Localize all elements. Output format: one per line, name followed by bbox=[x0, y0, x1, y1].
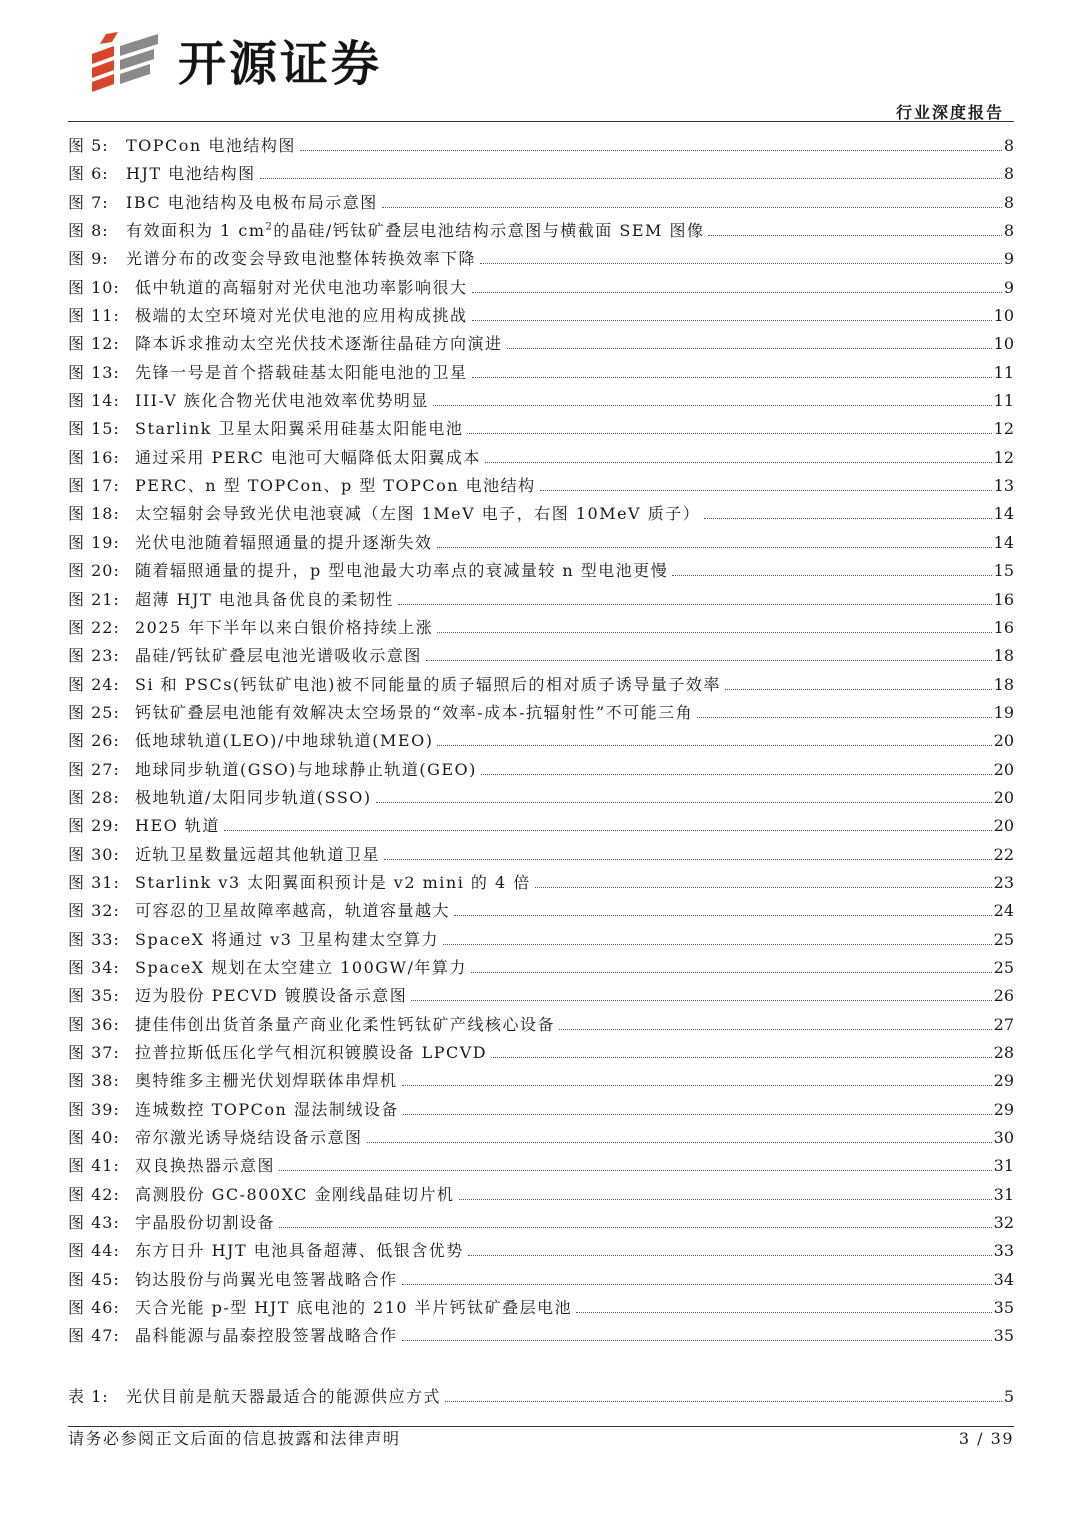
toc-entry[interactable] bbox=[68, 1152, 1014, 1180]
dot-leader bbox=[467, 433, 991, 434]
toc-entry[interactable] bbox=[68, 1209, 1014, 1237]
toc-entry-page: 14 bbox=[993, 504, 1014, 524]
toc-entry-title: TOPCon 电池结构图 bbox=[126, 136, 296, 155]
dot-leader bbox=[507, 348, 992, 349]
company-logo bbox=[88, 32, 382, 96]
toc-entry-page: 24 bbox=[993, 901, 1014, 921]
toc-entry-title: 地球同步轨道(GSO)与地球静止轨道(GEO) bbox=[135, 759, 477, 779]
toc-entry-label: 图 17: bbox=[68, 476, 120, 496]
toc-entry[interactable] bbox=[68, 160, 1014, 188]
toc-entry-title: 可容忍的卫星故障率越高，轨道容量越大 bbox=[135, 901, 451, 921]
figure-toc-list bbox=[68, 132, 1014, 1351]
toc-entry-title: 光伏电池随着辐照通量的提升逐渐失效 bbox=[135, 532, 433, 552]
toc-entry-title: IBC 电池结构及电极布局示意图 bbox=[126, 192, 378, 212]
toc-entry-title: 2025 年下半年以来白银价格持续上涨 bbox=[135, 617, 434, 637]
toc-entry[interactable] bbox=[68, 954, 1014, 982]
toc-entry-page: 29 bbox=[993, 1071, 1014, 1091]
toc-entry-title: 近轨卫星数量远超其他轨道卫星 bbox=[135, 844, 381, 864]
dot-leader bbox=[725, 689, 992, 690]
toc-entry[interactable] bbox=[68, 387, 1014, 415]
toc-entry-label: 图 42: bbox=[68, 1184, 120, 1204]
toc-entry-page: 5 bbox=[1003, 1387, 1014, 1406]
toc-entry-page: 33 bbox=[993, 1241, 1014, 1261]
toc-entry[interactable] bbox=[68, 926, 1014, 954]
toc-entry-page: 9 bbox=[1003, 277, 1014, 297]
toc-entry[interactable] bbox=[68, 1067, 1014, 1095]
toc-entry-label: 图 12: bbox=[68, 334, 120, 354]
toc-entry-page: 25 bbox=[993, 957, 1014, 977]
dot-leader bbox=[279, 1227, 992, 1228]
toc-entry[interactable] bbox=[68, 189, 1014, 217]
toc-entry-title: Starlink v3 太阳翼面积预计是 v2 mini 的 4 倍 bbox=[135, 872, 531, 892]
toc-entry-label: 图 7: bbox=[68, 192, 109, 212]
toc-entry-label: 图 14: bbox=[68, 391, 120, 411]
toc-entry[interactable] bbox=[68, 614, 1014, 642]
dot-leader bbox=[398, 604, 992, 605]
dot-leader bbox=[402, 1085, 992, 1086]
toc-entry[interactable] bbox=[68, 500, 1014, 528]
toc-entry-label: 图 13: bbox=[68, 362, 120, 382]
header-divider bbox=[68, 121, 1014, 122]
toc-entry-page: 20 bbox=[993, 759, 1014, 779]
toc-entry[interactable] bbox=[68, 302, 1014, 330]
toc-entry-label: 图 30: bbox=[68, 844, 120, 864]
toc-entry-page: 32 bbox=[993, 1213, 1014, 1233]
toc-entry-label: 图 18: bbox=[68, 504, 120, 524]
toc-entry[interactable] bbox=[68, 727, 1014, 755]
dot-leader bbox=[697, 717, 991, 718]
dot-leader bbox=[480, 263, 1002, 264]
toc-entry-label: 图 35: bbox=[68, 986, 120, 1006]
toc-entry[interactable] bbox=[68, 1294, 1014, 1322]
disclaimer-text: 请务必参阅正文后面的信息披露和法律声明 bbox=[68, 1429, 401, 1448]
toc-entry-title: 晶硅/钙钛矿叠层电池光谱吸收示意图 bbox=[135, 646, 422, 666]
dot-leader bbox=[260, 178, 1002, 179]
toc-entry-page: 31 bbox=[993, 1184, 1014, 1204]
toc-entry[interactable] bbox=[68, 330, 1014, 358]
dot-leader bbox=[224, 830, 992, 831]
toc-entry-label: 图 19: bbox=[68, 532, 120, 552]
toc-entry-title: SpaceX 将通过 v3 卫星构建太空算力 bbox=[135, 929, 440, 949]
logo-mark-icon bbox=[88, 32, 164, 96]
toc-entry-page: 18 bbox=[993, 674, 1014, 694]
toc-entry-title: 钧达股份与尚翼光电签署战略合作 bbox=[135, 1269, 398, 1289]
toc-entry-title: 极地轨道/太阳同步轨道(SSO) bbox=[135, 787, 372, 807]
toc-entry-page: 20 bbox=[993, 816, 1014, 836]
toc-entry-label: 图 9: bbox=[68, 249, 109, 269]
dot-leader bbox=[376, 802, 992, 803]
toc-entry-page: 16 bbox=[993, 617, 1014, 637]
toc-entry-page: 12 bbox=[993, 419, 1014, 439]
toc-entry-title: 钙钛矿叠层电池能有效解决太空场景的“效率-成本-抗辐射性”不可能三角 bbox=[135, 702, 694, 722]
toc-entry[interactable] bbox=[68, 1011, 1014, 1039]
toc-entry-page: 8 bbox=[1003, 221, 1014, 241]
toc-entry[interactable] bbox=[68, 1181, 1014, 1209]
toc-entry-title: 晶科能源与晶泰控股签署战略合作 bbox=[135, 1326, 398, 1346]
toc-entry-label: 图 29: bbox=[68, 816, 120, 836]
toc-entry-label: 图 47: bbox=[68, 1326, 120, 1346]
toc-entry-label: 图 11: bbox=[68, 306, 120, 326]
dot-leader bbox=[459, 1199, 992, 1200]
dot-leader bbox=[576, 1312, 991, 1313]
toc-entry-label: 图 27: bbox=[68, 759, 120, 779]
toc-entry-title: 奥特维多主栅光伏划焊联体串焊机 bbox=[135, 1071, 398, 1091]
dot-leader bbox=[672, 575, 991, 576]
toc-entry-label: 图 43: bbox=[68, 1213, 120, 1233]
toc-entry-title: 随着辐照通量的提升，p 型电池最大功率点的衰减量较 n 型电池更慢 bbox=[135, 561, 669, 581]
toc-entry-page: 23 bbox=[993, 872, 1014, 892]
toc-entry-label: 图 32: bbox=[68, 901, 120, 921]
toc-entry[interactable] bbox=[68, 274, 1014, 302]
toc-entry-label: 图 21: bbox=[68, 589, 120, 609]
toc-entry-title: 双良换热器示意图 bbox=[135, 1156, 276, 1176]
toc-entry-title: 迈为股份 PECVD 镀膜设备示意图 bbox=[135, 986, 408, 1006]
dot-leader bbox=[300, 150, 1002, 151]
toc-entry-label: 图 31: bbox=[68, 872, 120, 892]
footer-divider bbox=[68, 1426, 1014, 1427]
toc-entry-page: 20 bbox=[993, 731, 1014, 751]
report-type-label: 行业深度报告 bbox=[895, 103, 1004, 122]
toc-entry-title: 宇晶股份切割设备 bbox=[135, 1213, 276, 1233]
toc-entry-title: 超薄 HJT 电池具备优良的柔韧性 bbox=[135, 589, 394, 609]
dot-leader bbox=[445, 1401, 1002, 1402]
dot-leader bbox=[402, 1340, 992, 1341]
toc-entry[interactable] bbox=[68, 359, 1014, 387]
toc-entry-label: 图 28: bbox=[68, 787, 120, 807]
dot-leader bbox=[384, 859, 992, 860]
toc-entry-title: 光伏目前是航天器最适合的能源供应方式 bbox=[126, 1387, 442, 1406]
toc-entry[interactable] bbox=[68, 245, 1014, 273]
toc-entry-page: 16 bbox=[993, 589, 1014, 609]
dot-leader bbox=[535, 887, 992, 888]
toc-entry-page: 8 bbox=[1003, 192, 1014, 212]
dot-leader bbox=[472, 320, 992, 321]
toc-entry-label: 图 25: bbox=[68, 702, 120, 722]
toc-entry-title: PERC、n 型 TOPCon、p 型 TOPCon 电池结构 bbox=[135, 476, 536, 496]
dot-leader bbox=[437, 632, 991, 633]
dot-leader bbox=[704, 518, 991, 519]
dot-leader bbox=[472, 292, 1002, 293]
toc-entry-page: 15 bbox=[993, 561, 1014, 581]
toc-entry-page: 30 bbox=[993, 1128, 1014, 1148]
toc-entry-page: 20 bbox=[993, 787, 1014, 807]
toc-entry-page: 9 bbox=[1003, 249, 1014, 269]
toc-entry-title: HEO 轨道 bbox=[135, 816, 220, 836]
toc-entry-title: Si 和 PSCs(钙钛矿电池)被不同能量的质子辐照后的相对质子诱导量子效率 bbox=[135, 674, 721, 694]
toc-entry[interactable] bbox=[68, 671, 1014, 699]
toc-entry-page: 8 bbox=[1003, 136, 1014, 155]
toc-entry[interactable] bbox=[68, 1124, 1014, 1152]
dot-leader bbox=[559, 1029, 992, 1030]
toc-entry-page: 28 bbox=[993, 1043, 1014, 1062]
toc-entry-label: 图 26: bbox=[68, 731, 120, 751]
toc-entry-page: 11 bbox=[993, 362, 1014, 382]
toc-entry-title bbox=[126, 217, 704, 245]
toc-entry-title: Starlink 卫星太阳翼采用硅基太阳能电池 bbox=[135, 419, 464, 439]
toc-entry-page: 10 bbox=[993, 306, 1014, 326]
dot-leader bbox=[481, 774, 992, 775]
toc-entry-label: 图 38: bbox=[68, 1071, 120, 1091]
dot-leader bbox=[367, 1142, 992, 1143]
toc-entry-title: 天合光能 p-型 HJT 底电池的 210 半片钙钛矿叠层电池 bbox=[135, 1298, 573, 1318]
dot-leader bbox=[468, 1255, 992, 1256]
toc-entry[interactable] bbox=[68, 784, 1014, 812]
dot-leader bbox=[437, 547, 992, 548]
dot-leader bbox=[472, 377, 992, 378]
toc-entry-label: 图 41: bbox=[68, 1156, 120, 1176]
toc-entry[interactable] bbox=[68, 415, 1014, 443]
toc-entry[interactable] bbox=[68, 586, 1014, 614]
toc-entry[interactable] bbox=[68, 1096, 1014, 1124]
toc-entry-title: 帝尔激光诱导烧结设备示意图 bbox=[135, 1128, 363, 1148]
toc-entry-label: 图 44: bbox=[68, 1241, 120, 1261]
toc-entry[interactable] bbox=[68, 1266, 1014, 1294]
dot-leader bbox=[437, 745, 991, 746]
page-footer bbox=[68, 1428, 1014, 1450]
table-toc-list bbox=[68, 1383, 1014, 1411]
page-number: 3 / 39 bbox=[958, 1429, 1014, 1448]
toc-entry-title: 极端的太空环境对光伏电池的应用构成挑战 bbox=[135, 306, 468, 326]
toc-entry-label: 图 6: bbox=[68, 164, 109, 184]
toc-entry-label: 图 40: bbox=[68, 1128, 120, 1148]
toc-entry[interactable] bbox=[68, 557, 1014, 585]
toc-entry-page: 29 bbox=[993, 1099, 1014, 1119]
toc-entry-title: 光谱分布的改变会导致电池整体转换效率下降 bbox=[126, 249, 477, 269]
dot-leader bbox=[426, 660, 992, 661]
toc-entry-label: 表 1: bbox=[68, 1387, 109, 1406]
toc-entry[interactable] bbox=[68, 1322, 1014, 1350]
toc-entry-title: 东方日升 HJT 电池具备超薄、低银含优势 bbox=[135, 1241, 464, 1261]
dot-leader bbox=[443, 944, 992, 945]
toc-entry-title: 高测股份 GC-800XC 金刚线晶硅切片机 bbox=[135, 1184, 455, 1204]
toc-entry-title: 太空辐射会导致光伏电池衰减（左图 1MeV 电子，右图 10MeV 质子） bbox=[135, 504, 701, 524]
toc-entry-title: 通过采用 PERC 电池可大幅降低太阳翼成本 bbox=[135, 447, 481, 467]
toc-entry-label: 图 5: bbox=[68, 136, 109, 155]
toc-entry-title: 连城数控 TOPCon 湿法制绒设备 bbox=[135, 1099, 399, 1119]
toc-entry[interactable] bbox=[68, 1039, 1014, 1067]
toc-entry-page: 8 bbox=[1003, 164, 1014, 184]
toc-entry-label: 图 33: bbox=[68, 929, 120, 949]
toc-entry-label: 图 45: bbox=[68, 1269, 120, 1289]
toc-entry-title-part: 有效面积为 1 cm bbox=[126, 221, 266, 241]
logo-text: 开源证券 bbox=[178, 36, 383, 92]
dot-leader bbox=[279, 1170, 992, 1171]
toc-entry-title: 降本诉求推动太空光伏技术逐渐往晶硅方向演进 bbox=[135, 334, 503, 354]
toc-entry-page: 26 bbox=[993, 986, 1014, 1006]
toc-entry[interactable] bbox=[68, 812, 1014, 840]
toc-entry-title: 先锋一号是首个搭载硅基太阳能电池的卫星 bbox=[135, 362, 468, 382]
toc-entry-page: 14 bbox=[993, 532, 1014, 552]
toc-entry-label: 图 24: bbox=[68, 674, 120, 694]
toc-entry-title: 拉普拉斯低压化学气相沉积镀膜设备 LPCVD bbox=[135, 1043, 488, 1062]
superscript: 2 bbox=[265, 221, 274, 233]
toc-entry-label: 图 34: bbox=[68, 957, 120, 977]
dot-leader bbox=[540, 490, 992, 491]
toc-entry[interactable] bbox=[68, 132, 1014, 160]
toc-entry[interactable] bbox=[68, 217, 1014, 245]
toc-entry-title: III-V 族化合物光伏电池效率优势明显 bbox=[135, 391, 429, 411]
toc-entry-title: 低地球轨道(LEO)/中地球轨道(MEO) bbox=[135, 731, 434, 751]
toc-entry[interactable] bbox=[68, 982, 1014, 1010]
toc-entry[interactable] bbox=[68, 841, 1014, 869]
toc-entry-label: 图 15: bbox=[68, 419, 120, 439]
toc-entry-title-part: 的晶硅/钙钛矿叠层电池结构示意图与横截面 SEM 图像 bbox=[273, 221, 705, 241]
dot-leader bbox=[708, 235, 1001, 236]
dot-leader bbox=[485, 462, 992, 463]
toc-entry-page: 18 bbox=[993, 646, 1014, 666]
dot-leader bbox=[411, 1000, 991, 1001]
toc-entry[interactable] bbox=[68, 1237, 1014, 1265]
toc-entry-page: 27 bbox=[993, 1014, 1014, 1034]
toc-entry-label: 图 22: bbox=[68, 617, 120, 637]
toc-entry-label: 图 37: bbox=[68, 1043, 120, 1062]
toc-entry-label: 图 16: bbox=[68, 447, 120, 467]
toc-entry-title: SpaceX 规划在太空建立 100GW/年算力 bbox=[135, 957, 467, 977]
toc-entry[interactable] bbox=[68, 472, 1014, 500]
toc-entry-title: 低中轨道的高辐射对光伏电池功率影响很大 bbox=[135, 277, 468, 297]
dot-leader bbox=[471, 972, 992, 973]
dot-leader bbox=[491, 1057, 992, 1058]
toc-entry-page: 11 bbox=[993, 391, 1014, 411]
toc-entry-title: HJT 电池结构图 bbox=[126, 164, 256, 184]
toc-entry-page: 10 bbox=[993, 334, 1014, 354]
toc-entry-page: 22 bbox=[993, 844, 1014, 864]
toc-entry-label: 图 10: bbox=[68, 277, 120, 297]
toc-entry[interactable] bbox=[68, 642, 1014, 670]
toc-entry-page: 12 bbox=[993, 447, 1014, 467]
toc-entry[interactable] bbox=[68, 529, 1014, 557]
dot-leader bbox=[433, 405, 992, 406]
toc-entry[interactable] bbox=[68, 1383, 1014, 1411]
toc-entry-label: 图 39: bbox=[68, 1099, 120, 1119]
toc-entry[interactable] bbox=[68, 699, 1014, 727]
dot-leader bbox=[382, 207, 1002, 208]
toc-entry[interactable] bbox=[68, 756, 1014, 784]
dot-leader bbox=[454, 915, 992, 916]
dot-leader bbox=[402, 1284, 992, 1285]
toc-entry-label: 图 36: bbox=[68, 1014, 120, 1034]
toc-entry-label: 图 23: bbox=[68, 646, 120, 666]
toc-entry-page: 34 bbox=[993, 1269, 1014, 1289]
toc-entry-page: 25 bbox=[993, 929, 1014, 949]
toc-entry-page: 35 bbox=[993, 1298, 1014, 1318]
toc-entry[interactable] bbox=[68, 897, 1014, 925]
toc-entry-label: 图 8: bbox=[68, 221, 109, 241]
toc-entry-title: 捷佳伟创出货首条量产商业化柔性钙钛矿产线核心设备 bbox=[135, 1014, 556, 1034]
toc-entry-page: 35 bbox=[993, 1326, 1014, 1346]
toc-entry[interactable] bbox=[68, 869, 1014, 897]
toc-entry-page: 31 bbox=[993, 1156, 1014, 1176]
toc-entry-label: 图 46: bbox=[68, 1298, 120, 1318]
toc-entry-page: 19 bbox=[993, 702, 1014, 722]
toc-entry-page: 13 bbox=[993, 476, 1014, 496]
toc-entry-label: 图 20: bbox=[68, 561, 120, 581]
dot-leader bbox=[403, 1114, 992, 1115]
toc-entry[interactable] bbox=[68, 444, 1014, 472]
